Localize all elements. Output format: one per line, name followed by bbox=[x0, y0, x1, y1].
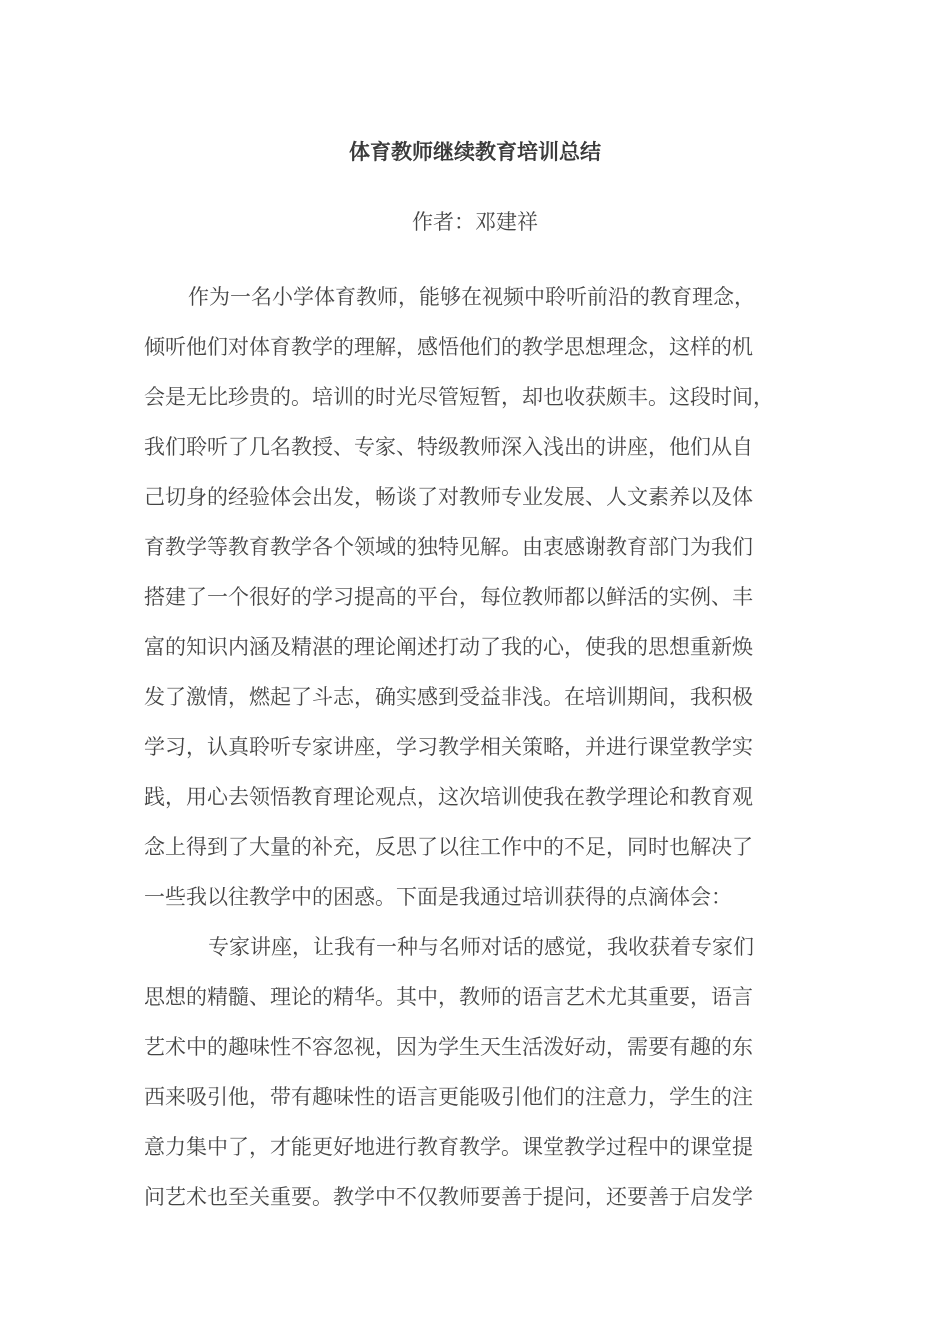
paragraph-line: 会是无比珍贵的。培训的时光尽管短暂，却也收获颇丰。这段时间， bbox=[144, 385, 774, 409]
document-author: 作者：邓建祥 bbox=[412, 210, 538, 234]
paragraph-line: 发了激情，燃起了斗志，确实感到受益非浅。在培训期间，我积极 bbox=[144, 685, 753, 709]
document-title: 体育教师继续教育培训总结 bbox=[349, 139, 601, 164]
document-body bbox=[144, 280, 804, 1230]
paragraph-line: 意力集中了，才能更好地进行教育教学。课堂教学过程中的课堂提 bbox=[144, 1135, 753, 1159]
paragraph-line: 思想的精髓、理论的精华。其中，教师的语言艺术尤其重要，语言 bbox=[144, 985, 753, 1009]
paragraph-line: 搭建了一个很好的学习提高的平台，每位教师都以鲜活的实例、丰 bbox=[144, 585, 753, 609]
paragraph-line: 倾听他们对体育教学的理解，感悟他们的教学思想理念，这样的机 bbox=[144, 335, 753, 359]
paragraph-line: 念上得到了大量的补充，反思了以往工作中的不足，同时也解决了 bbox=[144, 835, 753, 859]
paragraph-line: 我们聆听了几名教授、专家、特级教师深入浅出的讲座，他们从自 bbox=[144, 435, 753, 459]
paragraph-line: 西来吸引他，带有趣味性的语言更能吸引他们的注意力，学生的注 bbox=[144, 1085, 753, 1109]
paragraph-line: 己切身的经验体会出发，畅谈了对教师专业发展、人文素养以及体 bbox=[144, 485, 753, 509]
paragraph-line: 问艺术也至关重要。教学中不仅教师要善于提问，还要善于启发学 bbox=[144, 1185, 753, 1209]
paragraph-line: 作为一名小学体育教师，能够在视频中聆听前沿的教育理念， bbox=[188, 285, 755, 309]
paragraph-line: 学习，认真聆听专家讲座，学习教学相关策略，并进行课堂教学实 bbox=[144, 735, 753, 759]
paragraph-line: 艺术中的趣味性不容忽视，因为学生天生活泼好动，需要有趣的东 bbox=[144, 1035, 753, 1059]
paragraph-line: 专家讲座，让我有一种与名师对话的感觉，我收获着专家们 bbox=[208, 935, 754, 959]
paragraph-line: 富的知识内涵及精湛的理论阐述打动了我的心，使我的思想重新焕 bbox=[144, 635, 753, 659]
paragraph-line: 育教学等教育教学各个领域的独特见解。由衷感谢教育部门为我们 bbox=[144, 535, 753, 559]
paragraph-line: 践，用心去领悟教育理论观点，这次培训使我在教学理论和教育观 bbox=[144, 785, 753, 809]
paragraph-line: 一些我以往教学中的困惑。下面是我通过培训获得的点滴体会： bbox=[144, 885, 732, 909]
